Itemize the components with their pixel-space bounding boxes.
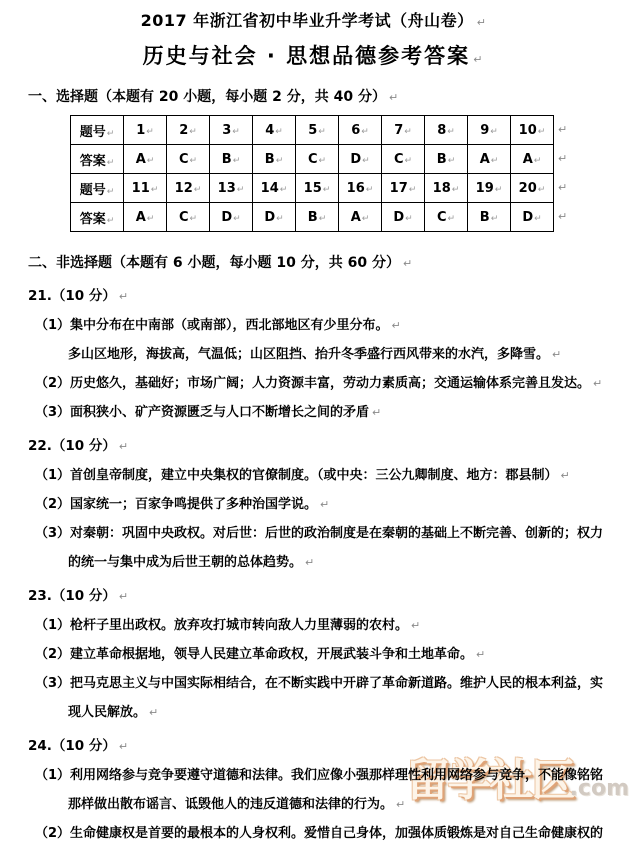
section1-heading-text: 一、选择题（本题有 20 小题，每小题 2 分，共 40 分） — [28, 89, 386, 105]
paragraph-mark-icon: ↵ — [391, 319, 401, 332]
paragraph-mark-icon: ↵ — [396, 798, 406, 811]
table-cell — [296, 203, 339, 232]
paragraph-mark-icon: ↵ — [118, 590, 129, 603]
table-cell-value: 8 — [437, 122, 447, 138]
paragraph-mark-icon: ↵ — [476, 648, 486, 661]
table-cell-value: D — [221, 209, 233, 225]
table-cell-value: 19 — [475, 180, 494, 196]
table-cell — [468, 116, 511, 145]
table-cell-value: 17 — [389, 180, 408, 196]
paragraph-mark-icon: ↵ — [146, 126, 154, 137]
paragraph-mark-icon: ↵ — [320, 498, 330, 511]
document-title — [28, 6, 599, 38]
table-row-label — [71, 203, 124, 232]
paragraph-mark-icon: ↵ — [404, 126, 412, 137]
table-row-label-text: 题号 — [79, 182, 106, 198]
paragraph-mark-icon: ↵ — [236, 184, 245, 195]
table-cell — [296, 116, 339, 145]
answer-table-body — [71, 116, 554, 232]
table-cell-value: C — [436, 209, 447, 225]
answer-line — [28, 519, 604, 548]
table-cell — [425, 116, 468, 145]
answer-line — [28, 611, 599, 640]
paragraph-mark-icon: ↵ — [402, 257, 413, 270]
document-subtitle-text: 历史与社会 · 思想品德参考答案 — [142, 44, 471, 68]
table-cell-value: A — [350, 209, 361, 225]
answer-line-text: （2）建立革命根据地，领导人民建立革命政权，开展武装斗争和土地革命。 — [35, 647, 474, 662]
answer-line-text: （2）生命健康权是首要的最根本的人身权利。爱惜自己身体，加强体质锻炼是对自己生命健康权的 — [35, 826, 604, 841]
paragraph-mark-icon: ↵ — [560, 469, 570, 482]
table-cell-value: D — [393, 209, 405, 225]
paragraph-mark-icon: ↵ — [494, 184, 503, 195]
paragraph-mark-icon: ↵ — [476, 16, 487, 29]
table-cell-value: 10 — [518, 122, 537, 138]
answer-line-text: （3）把马克思主义与中国实际相结合，在不断实践中开辟了革命新道路。维护人民的根本利益，实 — [35, 676, 604, 691]
table-cell — [124, 203, 167, 232]
table-cell — [124, 174, 167, 203]
table-cell-value: 4 — [265, 122, 275, 138]
answer-line-text: （1）首创皇帝制度，建立中央集权的官僚制度。（或中央：三公九卿制度、地方：郡县制） — [35, 468, 558, 483]
table-cell-value: D — [264, 209, 276, 225]
answer-table — [70, 115, 554, 232]
document-subtitle — [28, 38, 599, 78]
table-cell — [296, 145, 339, 174]
table-cell — [425, 145, 468, 174]
paragraph-mark-icon: ↵ — [361, 213, 370, 224]
table-cell-value: A — [479, 151, 490, 167]
watermark-text: 留学社区 — [405, 755, 574, 806]
answer-line — [28, 369, 603, 398]
paragraph-mark-icon: ↵ — [232, 126, 240, 137]
table-row — [71, 145, 554, 174]
question-block — [28, 732, 604, 848]
answer-line — [28, 761, 604, 790]
answer-line — [28, 640, 599, 669]
table-row-label — [71, 116, 124, 145]
table-cell-value: 12 — [174, 180, 193, 196]
table-cell-value: C — [393, 151, 404, 167]
answer-line — [28, 698, 599, 727]
table-cell — [167, 203, 210, 232]
table-cell — [124, 116, 167, 145]
table-cell-value: B — [436, 151, 447, 167]
paragraph-mark-icon: ↵ — [411, 619, 421, 632]
paragraph-mark-icon: ↵ — [189, 155, 198, 166]
paragraph-mark-icon: ↵ — [279, 184, 288, 195]
paragraph-mark-icon: ↵ — [537, 126, 546, 137]
table-cell-value: B — [307, 209, 318, 225]
paragraph-mark-icon: ↵ — [537, 184, 546, 195]
paragraph-mark-icon: ↵ — [318, 155, 327, 166]
table-row-label — [71, 145, 124, 174]
table-cell-value: C — [178, 209, 189, 225]
table-cell — [511, 145, 554, 174]
table-cell — [511, 116, 554, 145]
paragraph-mark-icon: ↵ — [361, 126, 369, 137]
answer-line-text: （3）面积狭小、矿产资源匮乏与人口不断增长之间的矛盾 — [35, 405, 370, 420]
paragraph-mark-icon: ↵ — [233, 213, 241, 224]
table-cell-value: 1 — [136, 122, 146, 138]
table-cell-value: 16 — [346, 180, 365, 196]
table-cell — [511, 203, 554, 232]
paragraph-mark-icon: ↵ — [534, 213, 542, 224]
question-number-text: 23.（10 分） — [28, 588, 116, 604]
table-cell-value: 15 — [303, 180, 322, 196]
paragraph-mark-icon: ↵ — [118, 290, 129, 303]
table-cell — [124, 145, 167, 174]
answer-line — [28, 669, 604, 698]
paragraph-mark-icon: ↵ — [408, 184, 417, 195]
table-cell-value: A — [135, 209, 146, 225]
table-row — [71, 116, 554, 145]
watermark-domain: .com — [569, 776, 629, 801]
table-cell-value: B — [479, 209, 490, 225]
answer-table-wrap — [70, 115, 568, 232]
table-cell — [210, 116, 253, 145]
paragraph-mark-icon: ↵ — [447, 213, 456, 224]
question-number — [28, 582, 599, 611]
paragraph-mark-icon: ↵ — [276, 213, 284, 224]
paragraph-mark-icon: ↵ — [447, 126, 455, 137]
table-cell — [167, 174, 210, 203]
table-cell — [253, 174, 296, 203]
table-cell-value: 2 — [179, 122, 189, 138]
table-cell-value: 11 — [131, 180, 150, 196]
table-row-marks — [558, 115, 567, 231]
table-cell-value: 13 — [217, 180, 236, 196]
answer-line-text: 多山区地形，海拔高，气温低；山区阻挡、抬升冬季盛行西风带来的水汽，多降雪。 — [68, 347, 550, 362]
paragraph-mark-icon: ↵ — [405, 213, 413, 224]
table-cell — [210, 145, 253, 174]
answer-line — [28, 398, 599, 427]
table-cell — [339, 203, 382, 232]
table-cell-value: 18 — [432, 180, 451, 196]
answer-line — [28, 548, 599, 577]
answer-line — [28, 311, 599, 340]
section1-heading — [28, 84, 599, 111]
paragraph-mark-icon: ↵ — [106, 157, 115, 168]
paragraph-mark-icon: ↵ — [362, 155, 370, 166]
answer-line — [28, 461, 599, 490]
paragraph-mark-icon: ↵ — [558, 123, 568, 136]
question-block — [28, 282, 603, 427]
table-cell-value: 5 — [308, 122, 318, 138]
paragraph-mark-icon: ↵ — [275, 155, 284, 166]
table-cell-value: 7 — [394, 122, 404, 138]
paragraph-mark-icon: ↵ — [106, 186, 115, 197]
table-cell — [425, 203, 468, 232]
paragraph-mark-icon: ↵ — [149, 706, 159, 719]
table-cell-value: D — [522, 209, 534, 225]
paragraph-mark-icon: ↵ — [118, 440, 129, 453]
paragraph-mark-icon: ↵ — [146, 155, 155, 166]
answer-line-text: （2）历史悠久，基础好；市场广阔；人力资源丰富，劳动力素质高；交通运输体系完善且发达。 — [35, 376, 591, 391]
answer-line — [28, 490, 599, 519]
table-cell-value: B — [264, 151, 275, 167]
table-row-label-text: 答案 — [79, 153, 106, 169]
table-cell — [425, 174, 468, 203]
paragraph-mark-icon: ↵ — [318, 126, 326, 137]
table-cell — [468, 145, 511, 174]
table-cell — [468, 203, 511, 232]
question-number — [28, 282, 599, 311]
table-cell-value: A — [135, 151, 146, 167]
table-cell-value: 14 — [260, 180, 279, 196]
questions-container — [28, 282, 604, 848]
paragraph-mark-icon: ↵ — [118, 740, 129, 753]
table-row-label-text: 题号 — [79, 124, 106, 140]
question-number — [28, 432, 599, 461]
paragraph-mark-icon: ↵ — [275, 126, 283, 137]
paragraph-mark-icon: ↵ — [106, 215, 115, 226]
table-cell — [382, 203, 425, 232]
table-cell-value: C — [307, 151, 318, 167]
paragraph-mark-icon: ↵ — [593, 377, 603, 390]
answer-line-text: 那样做出散布谣言、诋毁他人的违反道德和法律的行为。 — [68, 797, 394, 812]
table-cell-value: 3 — [222, 122, 232, 138]
table-row — [71, 203, 554, 232]
question-number-text: 24.（10 分） — [28, 738, 116, 754]
paragraph-mark-icon: ↵ — [189, 213, 198, 224]
table-cell — [339, 116, 382, 145]
paragraph-mark-icon: ↵ — [305, 556, 315, 569]
paragraph-mark-icon: ↵ — [558, 152, 568, 165]
paragraph-mark-icon: ↵ — [447, 155, 456, 166]
answer-line — [28, 790, 599, 819]
answer-line-text: （2）国家统一；百家争鸣提供了多种治国学说。 — [35, 497, 318, 512]
table-cell-value: B — [221, 151, 232, 167]
paragraph-mark-icon: ↵ — [372, 406, 382, 419]
table-cell — [382, 145, 425, 174]
paragraph-mark-icon: ↵ — [189, 126, 197, 137]
answer-line — [28, 819, 604, 848]
paragraph-mark-icon: ↵ — [558, 181, 568, 194]
paragraph-mark-icon: ↵ — [490, 213, 499, 224]
paragraph-mark-icon: ↵ — [404, 155, 413, 166]
paragraph-mark-icon: ↵ — [232, 155, 241, 166]
table-cell — [468, 174, 511, 203]
table-cell-value: A — [522, 151, 533, 167]
table-cell-value: 20 — [518, 180, 537, 196]
paragraph-mark-icon: ↵ — [473, 53, 485, 66]
table-cell — [167, 116, 210, 145]
document-title-text: 2017 年浙江省初中毕业升学考试（舟山卷） — [140, 11, 474, 30]
table-cell — [210, 174, 253, 203]
answer-line-text: （1）利用网络参与竞争要遵守道德和法律。我们应像小强那样理性利用网络参与竞争，不能像铭铭 — [35, 768, 604, 783]
table-row-label-text: 答案 — [79, 211, 106, 227]
table-cell-value: D — [350, 151, 362, 167]
table-cell — [339, 145, 382, 174]
table-row — [71, 174, 554, 203]
paragraph-mark-icon: ↵ — [106, 128, 115, 139]
table-cell — [210, 203, 253, 232]
paragraph-mark-icon: ↵ — [193, 184, 202, 195]
table-cell — [511, 174, 554, 203]
answer-line-text: 现人民解放。 — [68, 705, 147, 720]
table-cell — [253, 203, 296, 232]
question-block — [28, 582, 604, 727]
paragraph-mark-icon: ↵ — [490, 126, 498, 137]
answer-line-text: （1）集中分布在中南部（或南部），西北部地区有少里分布。 — [35, 318, 389, 333]
answer-line — [28, 340, 599, 369]
paragraph-mark-icon: ↵ — [322, 184, 331, 195]
paragraph-mark-icon: ↵ — [490, 155, 499, 166]
table-cell-value: 6 — [351, 122, 361, 138]
table-cell — [382, 174, 425, 203]
table-cell — [382, 116, 425, 145]
section2-heading-text: 二、非选择题（本题有 6 小题，每小题 10 分，共 60 分） — [28, 255, 400, 271]
paragraph-mark-icon: ↵ — [365, 184, 374, 195]
question-number-text: 21.（10 分） — [28, 288, 116, 304]
question-number-text: 22.（10 分） — [28, 438, 116, 454]
paragraph-mark-icon: ↵ — [388, 91, 399, 104]
paragraph-mark-icon: ↵ — [451, 184, 460, 195]
table-cell-value: 9 — [480, 122, 490, 138]
paragraph-mark-icon: ↵ — [146, 213, 155, 224]
paragraph-mark-icon: ↵ — [552, 348, 562, 361]
question-block — [28, 432, 604, 577]
table-cell — [253, 116, 296, 145]
paragraph-mark-icon: ↵ — [558, 210, 568, 223]
table-row-label — [71, 174, 124, 203]
answer-line-text: （3）对秦朝：巩固中央政权。对后世：后世的政治制度是在秦朝的基础上不断完善、创新的；权力 — [35, 526, 604, 541]
section2-heading — [28, 250, 599, 277]
table-cell — [296, 174, 339, 203]
paragraph-mark-icon: ↵ — [533, 155, 542, 166]
question-number — [28, 732, 599, 761]
answer-line-text: （1）枪杆子里出政权。放弃攻打城市转向敌人力里薄弱的农村。 — [35, 618, 409, 633]
paragraph-mark-icon: ↵ — [150, 184, 159, 195]
paragraph-mark-icon: ↵ — [318, 213, 327, 224]
table-cell — [167, 145, 210, 174]
answer-line-text: 的统一与集中成为后世王朝的总体趋势。 — [68, 555, 303, 570]
table-cell-value: C — [178, 151, 189, 167]
table-cell — [253, 145, 296, 174]
table-cell — [339, 174, 382, 203]
